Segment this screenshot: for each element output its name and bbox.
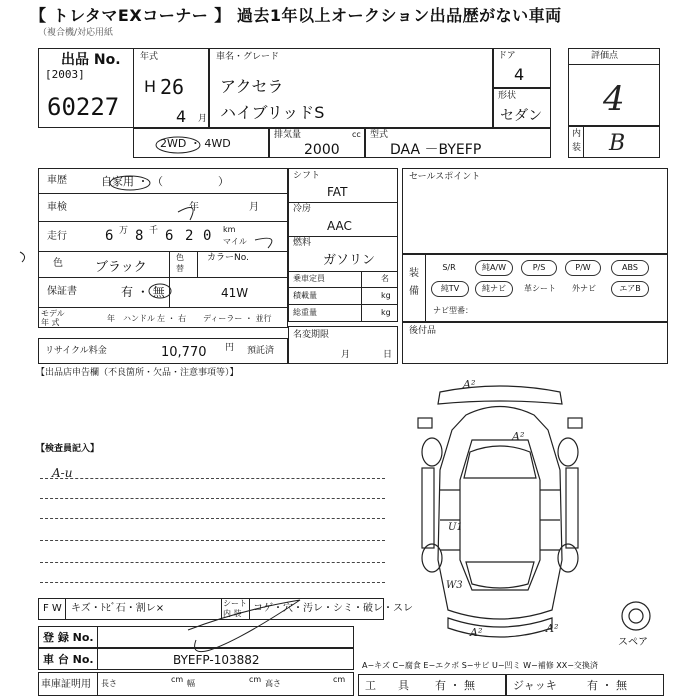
equipment-label-b: 備 xyxy=(409,286,419,297)
lot-session: [2003] xyxy=(45,68,85,81)
damage-legend: A−キズ C−腐食 E−エクボ S−サビ U−凹ミ W−補修 XX−交換済 xyxy=(362,661,598,670)
sales-point-label: セールスポイント xyxy=(409,172,481,182)
name-change-month: 月 xyxy=(341,350,351,360)
mileage-label: 走行 xyxy=(47,231,67,242)
inspector-note: A-u xyxy=(52,466,73,480)
equipment-box xyxy=(402,254,668,322)
mark-rear: A² xyxy=(470,626,483,639)
mark-rear-left: W3 xyxy=(446,580,463,591)
load-unit: kg xyxy=(381,291,391,300)
displacement-box xyxy=(269,128,365,158)
model-year-label-a: モデル xyxy=(41,309,65,318)
month-value: 4 xyxy=(176,107,187,126)
certificate-width-unit: cm xyxy=(249,675,262,684)
color-change-a: 色 xyxy=(176,253,184,262)
equip-alloy-wheel: 純A/W xyxy=(475,260,513,276)
load-label: 積載量 xyxy=(293,291,317,300)
header-note: （複合機/対応用紙 xyxy=(38,28,114,38)
mileage-unit-man: 万 xyxy=(119,226,129,236)
name-label: 車名・グレード xyxy=(216,52,280,62)
shift-label: シフト xyxy=(293,171,321,181)
fw-label: F W xyxy=(43,603,62,614)
mark-side: U1 xyxy=(448,522,463,533)
body-box xyxy=(493,88,551,128)
header-title: 【 トレタマEXコーナー 】 過去1年以上オークション出品歴がない車両 xyxy=(30,6,562,25)
lot-box xyxy=(38,48,133,128)
body-label: 形状 xyxy=(498,91,517,101)
displacement-value: 2000 xyxy=(304,142,340,158)
equip-ext-navi: 外ナビ xyxy=(572,284,596,293)
year-label: 年式 xyxy=(140,52,159,62)
recycle-box xyxy=(38,338,288,364)
inspector-label: 【検査員記入】 xyxy=(36,444,100,454)
fw-box xyxy=(38,598,413,620)
doors-label: ドア xyxy=(498,51,516,61)
seat-items: コゲ・穴・汚レ・シミ・破レ・スレ xyxy=(253,603,413,614)
note-line-5 xyxy=(40,562,385,563)
history-label: 車歴 xyxy=(47,175,67,186)
lot-number: 60227 xyxy=(47,93,120,121)
model-year-unit: 年 xyxy=(107,314,115,323)
tools-label: 工 具 xyxy=(365,679,409,692)
warranty-label: 保証書 xyxy=(47,286,77,297)
equip-leather: 革シート xyxy=(524,284,556,293)
aftermarket-label: 後付品 xyxy=(409,326,437,336)
ac-label: 冷房 xyxy=(293,204,312,214)
seat-label-b: 内 装 xyxy=(223,609,242,618)
year-era: H xyxy=(144,77,157,96)
equip-airbag: エアB xyxy=(611,281,649,297)
month-unit: 月 xyxy=(198,114,208,124)
certificate-length-unit: cm xyxy=(171,675,184,684)
recycle-value: 10,770 xyxy=(161,345,207,360)
drive-options: 2WD ・ 4WD xyxy=(160,137,231,150)
inspection-year-unit: 年 xyxy=(189,202,199,213)
certificate-label: 車庫証明用 xyxy=(41,679,91,690)
type-box xyxy=(365,128,551,158)
name-change-day: 日 xyxy=(383,350,393,360)
jack-label: ジャッキ xyxy=(513,679,557,692)
mileage-unit-sen: 千 xyxy=(149,226,159,236)
interior-box xyxy=(568,126,660,158)
inspection-label: 車検 xyxy=(47,202,67,213)
seller-notes-label: 【出品店申告欄（不良箇所・欠品・注意事項等）】 xyxy=(36,368,239,378)
ac-value: AAC xyxy=(327,219,352,233)
year-value: 26 xyxy=(160,75,185,99)
fuel-value: ガソリン xyxy=(323,253,376,268)
doors-value: 4 xyxy=(514,65,525,84)
note-line-4 xyxy=(40,540,385,541)
tools-value: 有 ・ 無 xyxy=(435,679,475,692)
dealer-import: ディーラー ・ 並行 xyxy=(203,314,272,323)
specs-left xyxy=(38,168,288,328)
mileage-unit-mile: マイル xyxy=(223,237,247,246)
jack-value: 有 ・ 無 xyxy=(587,679,627,692)
color-label: 色 xyxy=(53,258,63,269)
displacement-unit: cc xyxy=(352,130,361,139)
interior-label-b: 装 xyxy=(572,143,582,153)
equip-abs: ABS xyxy=(611,260,649,276)
recycle-unit: 円 xyxy=(225,343,235,353)
capacity-unit: 名 xyxy=(381,274,389,283)
navi-model-label: ナビ型番： xyxy=(433,306,473,315)
note-line-6 xyxy=(40,582,385,583)
name-change-box xyxy=(288,326,398,364)
chassis-row xyxy=(38,648,354,670)
sales-point-box xyxy=(402,168,668,254)
equip-navi: 純ナビ xyxy=(475,281,513,297)
recycle-note: 預託済 xyxy=(247,346,275,356)
note-line-2 xyxy=(40,498,385,499)
mark-rear-right: A² xyxy=(546,622,559,635)
weight-label: 総重量 xyxy=(293,308,317,317)
score-label: 評価点 xyxy=(591,51,619,61)
fuel-label: 燃料 xyxy=(293,238,312,248)
name-box xyxy=(209,48,493,128)
certificate-row xyxy=(38,672,354,696)
lot-label: 出品 No. xyxy=(61,52,121,68)
handle-side: 左 ・ 右 xyxy=(157,314,187,323)
fw-items: キズ・ﾄﾋﾞ石・割レ× xyxy=(71,603,165,614)
mileage-digit-4: 2 xyxy=(185,228,194,244)
chassis-label: 車 台 No. xyxy=(43,653,94,666)
year-box xyxy=(133,48,209,128)
color-change-b: 替 xyxy=(176,264,184,273)
warranty-value: 有 ・ 無 xyxy=(121,285,165,299)
type-value: DAA －BYEFP xyxy=(390,142,482,158)
jack-box xyxy=(506,674,664,696)
equip-power-steering: P/S xyxy=(521,260,557,276)
grade-name: ハイブリッドS xyxy=(220,103,325,122)
handle-label: ハンドル xyxy=(123,314,155,323)
interior-label-a: 内 xyxy=(572,129,582,139)
chassis-value: BYEFP-103882 xyxy=(173,653,260,667)
aftermarket-box xyxy=(402,322,668,364)
capacity-label: 乗車定員 xyxy=(293,274,325,283)
name-change-label: 名変期限 xyxy=(293,330,330,340)
color-no-value: 41W xyxy=(221,286,249,300)
note-line-1 xyxy=(40,478,385,479)
recycle-label: リサイクル料金 xyxy=(45,346,107,356)
history-value: 自家用 ・ （ ） xyxy=(101,175,229,188)
equip-power-window: P/W xyxy=(565,260,601,276)
color-no-label: カラーNo. xyxy=(207,253,249,263)
equip-tv: 純TV xyxy=(431,281,469,297)
equipment-label-a: 装 xyxy=(409,268,419,279)
type-label: 型式 xyxy=(370,130,389,140)
mark-top: A² xyxy=(463,378,476,391)
mileage-digit-5: 0 xyxy=(203,228,212,244)
mileage-digit-3: 6 xyxy=(165,228,174,244)
model-year-label-b: 年 式 xyxy=(41,318,60,327)
registration-row xyxy=(38,626,354,648)
certificate-height: 高さ xyxy=(265,679,281,688)
model-name: アクセラ xyxy=(220,77,284,96)
mark-hood: A² xyxy=(512,430,525,443)
certificate-width: 幅 xyxy=(187,679,195,688)
mileage-digit-2: 8 xyxy=(135,228,144,244)
certificate-length: 長さ xyxy=(101,679,117,688)
specs-center xyxy=(288,168,398,322)
body-value: セダン xyxy=(500,108,543,124)
weight-unit: kg xyxy=(381,308,391,317)
registration-label: 登 録 No. xyxy=(43,631,94,644)
shift-value: FAT xyxy=(327,185,348,199)
seat-label-a: シート xyxy=(223,599,247,608)
interior-value: B xyxy=(609,131,626,156)
mileage-digit-1: 6 xyxy=(105,228,114,244)
tools-box xyxy=(358,674,506,696)
score-value: 4 xyxy=(603,79,625,119)
certificate-height-unit: cm xyxy=(333,675,346,684)
inspection-month-unit: 月 xyxy=(249,202,259,213)
mileage-unit-km: km xyxy=(223,225,236,234)
doors-box xyxy=(493,48,551,88)
score-box xyxy=(568,48,660,126)
note-line-3 xyxy=(40,518,385,519)
displacement-label: 排気量 xyxy=(274,130,302,140)
color-value: ブラック xyxy=(95,260,147,275)
spare-label: スペア xyxy=(618,637,648,648)
equip-sr: S/R xyxy=(442,263,456,272)
drive-box xyxy=(133,128,269,158)
